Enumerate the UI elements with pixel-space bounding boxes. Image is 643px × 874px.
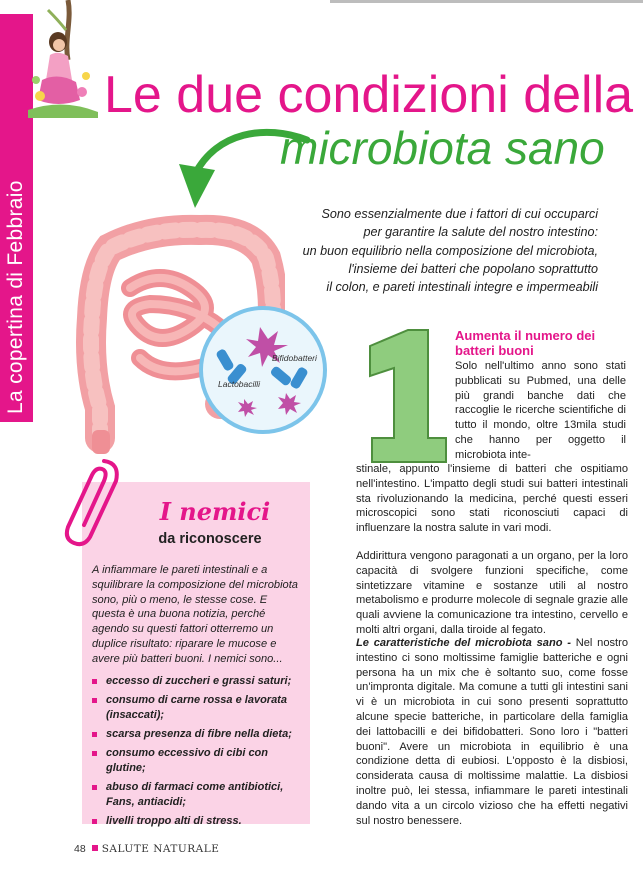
top-rule [330,0,643,3]
page-title-line1: Le due condizioni della [104,66,634,124]
list-item: eccesso di zuccheri e grassi saturi; [92,674,304,689]
list-item: abuso di farmaci come antibiotici, Fans, antiacidi; [92,780,304,810]
page-title-line2: microbiota sano [280,122,605,174]
intro-text [240,205,598,296]
paragraph-d-lead: Le caratteristiche del microbiota sano - [356,637,571,649]
paragraph-a: Solo nell'ultimo anno sono stati pubblicati su Pubmed, una delle più grandi banche dati che raccoglie le ricerche scientifiche di tutto il mondo, oltre 13mila studi che hanno per oggetto il microbiota inte- [455,360,626,461]
list-item: scarsa presenza di fibre nella dieta; [92,727,304,742]
page-number: 48 [74,843,86,855]
box-title-enemies: I nemici [159,497,271,526]
section-heading: Aumenta il numero dei batteri buoni [455,328,596,358]
box-intro-text: A infiammare le pareti intestinali e a squilibrare la composizione del microbiota sono, più o meno, le stesse cose. E questa è una buona notizia, perché agendo su questi fattori otterremo un duplice risultato: riparare le mucose e avere più batteri buoni. I nemici sono... [92,564,298,665]
page-footer [74,843,219,855]
intro-line: Sono essenzialmente due i fattori di cui occuparci [321,207,598,221]
list-item: consumo eccessivo di cibi con glutine; [92,746,304,776]
section-number-one [362,328,448,464]
label-bifidobacteria: Bifidobatteri [272,353,317,363]
bullet-icon [92,819,97,824]
bacteria-circle-illustration [198,305,328,435]
intro-line: un buon equilibrio nella composizione del microbiota, [302,243,598,258]
bullet-icon [92,732,97,737]
green-curved-arrow-icon [175,118,315,218]
label-lactobacilli: Lactobacilli [218,379,261,389]
cover-woman-illustration [28,0,98,118]
paragraph-d [356,636,628,828]
intro-line: per garantire la salute del nostro intestino: [363,225,598,240]
paragraph-b: stinale, appunto l'insieme di batteri che ospitiamo nell'intestino. L'impatto degli studi sui batteri intestinali sta rivoluzionando la medicina, perché questi esseri microscopici sono stati riconosciuti capaci di influenzare la nostra salute in vari modi. [356,463,628,535]
bullet-icon [92,751,97,756]
bullet-icon [92,679,97,684]
bullet-icon [92,785,97,790]
box-subtitle: da riconoscere [158,531,262,547]
footer-square-icon [92,845,98,851]
magazine-name: SALUTE NATURALE [101,843,220,855]
side-tab-label: La copertina di Febbraio [4,180,27,414]
intro-line: l'insieme dei batteri che popolano soprattutto [348,261,598,276]
enemies-list [92,674,304,833]
paragraph-c: Addirittura vengono paragonati a un organo, per la loro capacità di svolgere funzioni specifiche, come sintetizzare vitamine e sostanze utili al nostro metabolismo e produrre molecole di segnale grazie alle quali avviene la comunicazione tra intestino, cervello e molti altri organi, dalla tiroide al fegato. [356,550,628,636]
intro-line: il colon, e pareti intestinali integre e impermeabili [326,280,598,295]
list-item: consumo di carne rossa e lavorata (insaccati); [92,693,304,723]
paragraph-d-text: Nel nostro intestino ci sono moltissime famiglie batteriche e ogni persona ha un mix che è soltanto suo, come fosse un'impronta digitale. Ma comune a tutti gli intestini sani vi è un microbiota in cui sono presenti soprattutto alcune specie batteriche, in particolare della famiglia dei lattobacilli e dei bifidobatteri. Sono loro i "batteri buoni". Avere un microbiota in equilibrio è una condizione detta di eubiosi. L'opposto è la disbiosi, considerata causa di moltissime malattie. La disbiosi inoltre può, lei stessa, infiammare le pareti intestinali dando vita a un circolo vizioso che ha effetti negativi sul nostro benessere. [356,637,628,827]
list-item: livelli troppo alti di stress. [92,814,304,829]
bullet-icon [92,698,97,703]
